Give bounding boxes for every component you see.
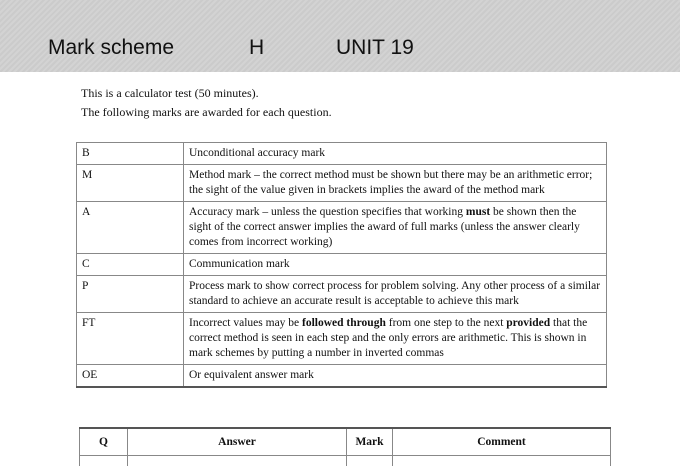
mark-description: Process mark to show correct process for problem solving. Any other process of a similar standard to achieve an accurate result is acceptable to achieve this mark — [184, 276, 607, 313]
unit-label: UNIT 19 — [336, 36, 414, 60]
mark-code: P — [77, 276, 184, 313]
mark-description: Communication mark — [184, 254, 607, 276]
mark-row-a — [77, 202, 607, 254]
mark-row-b — [77, 143, 607, 165]
tier-label: H — [249, 36, 264, 60]
mark-row-c — [77, 254, 607, 276]
column-header-answer: Answer — [128, 428, 347, 456]
column-header-q: Q — [80, 428, 128, 456]
mark-code: FT — [77, 313, 184, 365]
mark-description: Incorrect values may be followed through from one step to the next provided that the correct method is seen in each step and the only errors are arithmetic. This is shown in mark schemes by putting a number in inverted commas — [184, 313, 607, 365]
mark-description: Or equivalent answer mark — [184, 365, 607, 388]
mark-row-ft — [77, 313, 607, 365]
mark-code: A — [77, 202, 184, 254]
mark-row-p — [77, 276, 607, 313]
answer-table-header — [80, 428, 611, 456]
document-title: Mark scheme — [48, 36, 174, 60]
mark-code: C — [77, 254, 184, 276]
answer-table — [79, 427, 611, 466]
mark-row-m — [77, 165, 607, 202]
column-header-mark: Mark — [347, 428, 393, 456]
column-header-comment: Comment — [393, 428, 611, 456]
intro-line-marks: The following marks are awarded for each question. — [81, 105, 332, 120]
intro-line-calculator: This is a calculator test (50 minutes). — [81, 86, 259, 101]
mark-code: M — [77, 165, 184, 202]
mark-code: B — [77, 143, 184, 165]
mark-types-table — [76, 142, 607, 388]
mark-description: Unconditional accuracy mark — [184, 143, 607, 165]
table-row — [80, 456, 611, 466]
mark-description: Accuracy mark – unless the question specifies that working must be shown then the sight of the correct answer implies the award of full marks (unless the answer clearly comes from incorrect working) — [184, 202, 607, 254]
header-banner — [0, 0, 680, 72]
mark-row-oe — [77, 365, 607, 388]
mark-description: Method mark – the correct method must be shown but there may be an arithmetic error; the sight of the value given in brackets implies the award of the method mark — [184, 165, 607, 202]
mark-code: OE — [77, 365, 184, 388]
